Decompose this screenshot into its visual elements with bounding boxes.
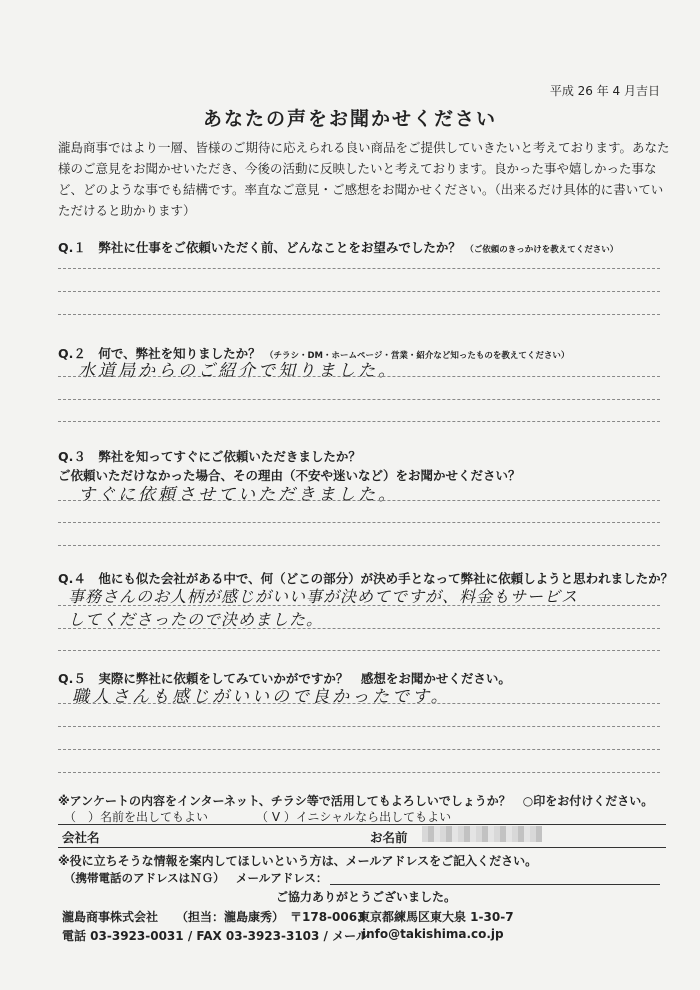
mobile-note: （携帯電話のアドレスはＮＧ） — [64, 871, 225, 885]
mail-input-line[interactable] — [330, 884, 660, 885]
footer-email[interactable]: info@takishima.co.jp — [362, 927, 504, 941]
answer-line — [58, 545, 660, 546]
page-title: あなたの声をお聞かせください — [202, 108, 497, 130]
name-row — [58, 824, 666, 848]
date-text: 平成 26 年 4 月吉日 — [549, 84, 660, 98]
answer-line — [58, 703, 660, 704]
permission-question: ※アンケートの内容をインターネット、チラシ等で活用してもよろしいでしょうか？ ○印をお付けください。 — [58, 794, 654, 808]
question-number: Q.５ — [58, 671, 86, 686]
question-text: 弊社に仕事をご依頼いただく前、どんなことをお望みでしたか？ — [98, 240, 461, 255]
question-number: Q.２ — [58, 346, 86, 361]
answer-line — [58, 268, 660, 269]
handwritten-answer-q2: 水道局からのご紹介で知りました。 — [78, 361, 398, 381]
question-text: 弊社を知ってすぐにご依頼いただきましたか？ — [98, 449, 361, 464]
mail-label: メールアドレス： — [236, 871, 328, 885]
answer-line — [58, 399, 660, 400]
thanks-text: ご協力ありがとうございました。 — [276, 890, 457, 904]
question-3-line2: ご依頼いただけなかった場合、その理由（不安や迷いなど）をお聞かせください？ — [58, 468, 521, 483]
answer-line — [58, 522, 660, 523]
info-request: ※役に立ちそうな情報を案内してほしいという方は、メールアドレスをご記入ください。 — [58, 854, 538, 868]
question-text: 他にも似た会社がある中で、何（どこの部分）が決め手となって弊社に依頼しようと思われましたか？ — [98, 571, 674, 586]
handwritten-answer-q4-line1: 事務さんのお人柄が感じがいい事が決めてですが、料金もサービス — [68, 587, 579, 606]
answer-line — [58, 749, 660, 750]
footer-postal: 〒178-0063 — [290, 910, 366, 924]
question-number: Q.３ — [58, 449, 86, 464]
option-initial[interactable]: （ V ）イニシャルなら出してもよい — [256, 810, 452, 824]
answer-line — [58, 772, 660, 773]
question-1 — [58, 238, 618, 256]
option-name[interactable]: （ ）名前を出してもよい — [64, 810, 209, 824]
footer-phone: 電話 03-3923-0031 / FAX 03-3923-3103 / メール — [62, 929, 368, 943]
footer-contact: （担当：瀧島康秀） — [176, 910, 285, 924]
footer-company: 瀧島商事株式会社 — [62, 910, 159, 924]
answer-line — [58, 421, 660, 422]
question-note: （ご依頼のきっかけを教えてください） — [465, 245, 619, 255]
answer-line — [58, 291, 660, 292]
handwritten-answer-q4-line2: してくださったので決めました。 — [68, 610, 324, 629]
question-note: （チラシ・DM・ホームページ・営業・紹介など知ったものを教えてください） — [264, 351, 570, 361]
answer-line — [58, 628, 660, 629]
redacted-name — [422, 826, 542, 842]
handwritten-answer-q3: すぐに依頼させていただきました。 — [78, 485, 398, 505]
intro-paragraph: 瀧島商事ではより一層、皆様のご期待に応えられる良い商品をご提供していきたいと考えております。あなた様のご意見をお聞かせいただき、今後の活動に反映したいと考えております。良かった事や嬉しかった事など、どのような事でも結構です。率直なご意見・ご感想をお聞かせください。（出来るだけ具体的に書いていただけると助かります） — [58, 140, 670, 218]
question-text: 何で、弊社を知りましたか？ — [98, 346, 261, 361]
answer-line — [58, 650, 660, 651]
question-number: Q.４ — [58, 571, 86, 586]
answer-line — [58, 314, 660, 315]
answer-line — [58, 605, 660, 606]
name-label: お名前 — [370, 830, 408, 845]
company-label: 会社名 — [62, 830, 100, 845]
answer-line — [58, 376, 660, 377]
question-text: 実際に弊社に依頼をしてみていかがですか？ 感想をお聞かせください。 — [98, 671, 511, 686]
footer-address: 東京都練馬区東大泉 1-30-7 — [358, 910, 514, 924]
question-number: Q.１ — [58, 240, 86, 255]
answer-line — [58, 726, 660, 727]
answer-line — [58, 500, 660, 501]
question-3 — [58, 447, 361, 465]
handwritten-answer-q5: 職人さんも感じがいいので良かったです。 — [72, 687, 451, 707]
